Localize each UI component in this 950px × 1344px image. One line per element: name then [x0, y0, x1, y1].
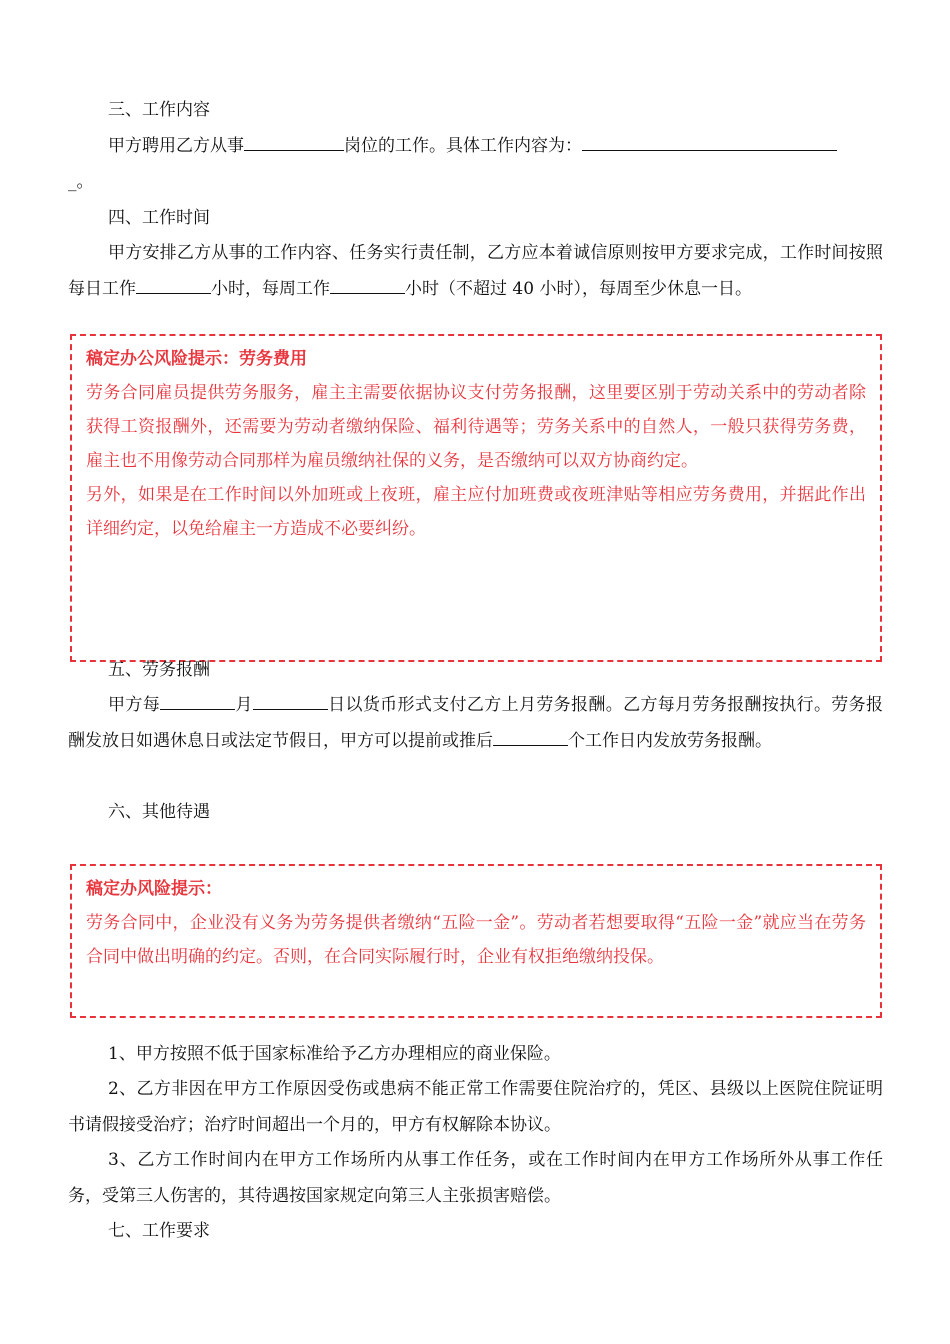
section-4-text-c: 小时（不超过 40 小时），每周至少休息一日。 — [405, 279, 752, 299]
section-3-text-a: 甲方聘用乙方从事 — [108, 136, 244, 156]
risk-tip-paragraph-2: 另外，如果是在工作时间以外加班或上夜班，雇主应付加班费或夜班津贴等相应劳务费用，并据此作出详细约定，以免给雇主一方造成不必要纠纷。 — [86, 485, 866, 539]
content-blank[interactable] — [582, 132, 837, 151]
risk-tip-box-labor-fee — [70, 334, 882, 662]
section-4-heading: 四、工作时间 — [108, 208, 210, 228]
risk-tip-title: 稿定办公风险提示：劳务费用 — [86, 349, 307, 369]
section-6-item-3: 3、乙方工作时间内在甲方工作场所内从事工作任务，或在工作时间内在甲方工作场所外从事工作任务，受第三人伤害的，其待遇按国家规定向第三人主张损害赔偿。 — [68, 1150, 883, 1206]
section-5-heading: 五、劳务报酬 — [108, 660, 210, 680]
section-5-text-c: 日以货币形式支付乙方上月劳务报酬。乙方每月劳务报酬按执行。劳务报酬发放日如遇休息日或法定节假日，甲方可以提前或推后 — [68, 695, 884, 751]
section-5-text-b: 月 — [235, 695, 253, 715]
section-5-paragraph — [68, 687, 883, 759]
section-6-item-2: 2、乙方非因在甲方工作原因受伤或患病不能正常工作需要住院治疗的，凭区、县级以上医院住院证明书请假接受治疗；治疗时间超出一个月的，甲方有权解除本协议。 — [68, 1079, 883, 1135]
section-5-text-d: 个工作日内发放劳务报酬。 — [568, 731, 772, 751]
section-4-paragraph — [68, 235, 883, 307]
section-6-heading: 六、其他待遇 — [108, 802, 210, 822]
pay-day-blank[interactable] — [253, 691, 328, 710]
workdays-blank[interactable] — [493, 727, 568, 746]
risk-tip-title-2: 稿定办风险提示： — [86, 879, 222, 899]
pay-month-blank[interactable] — [160, 691, 235, 710]
risk-tip-paragraph-1: 劳务合同雇员提供劳务服务，雇主主需要依据协议支付劳务报酬，这里要区别于劳动关系中的劳动者除获得工资报酬外，还需要为劳动者缴纳保险、福利待遇等；劳务关系中的自然人，一般只获得劳务费，雇主也不用像劳动合同那样为雇员缴纳社保的义务，是否缴纳可以双方协商约定。 — [86, 383, 866, 471]
section-3-text-c: _。 — [68, 172, 94, 192]
weekly-hours-blank[interactable] — [330, 275, 405, 294]
section-6-item-1: 1、甲方按照不低于国家标准给予乙方办理相应的商业保险。 — [108, 1044, 561, 1064]
section-4-text-a: 甲方安排乙方从事的工作内容、任务实行责任制，乙方应本着诚信原则按甲方要求完成，工作时间按照每日工作 — [68, 243, 883, 299]
section-5-text-a: 甲方每 — [108, 695, 161, 715]
risk-tip-content — [86, 342, 866, 546]
risk-tip-paragraph-3: 劳务合同中，企业没有义务为劳务提供者缴纳“五险一金”。劳动者若想要取得“五险一金”就应当在劳务合同中做出明确的约定。否则，在合同实际履行时，企业有权拒绝缴纳投保。 — [86, 913, 866, 967]
section-7-heading: 七、工作要求 — [108, 1221, 210, 1241]
daily-hours-blank[interactable] — [136, 275, 211, 294]
risk-tip-box-social-insurance — [70, 864, 882, 1018]
risk-tip-content-2 — [86, 872, 866, 974]
section-4-text-b: 小时，每周工作 — [211, 279, 330, 299]
section-3-paragraph — [68, 128, 883, 200]
section-3-text-b: 岗位的工作。具体工作内容为： — [344, 136, 582, 156]
position-blank[interactable] — [244, 132, 344, 151]
section-3-heading: 三、工作内容 — [108, 100, 210, 120]
